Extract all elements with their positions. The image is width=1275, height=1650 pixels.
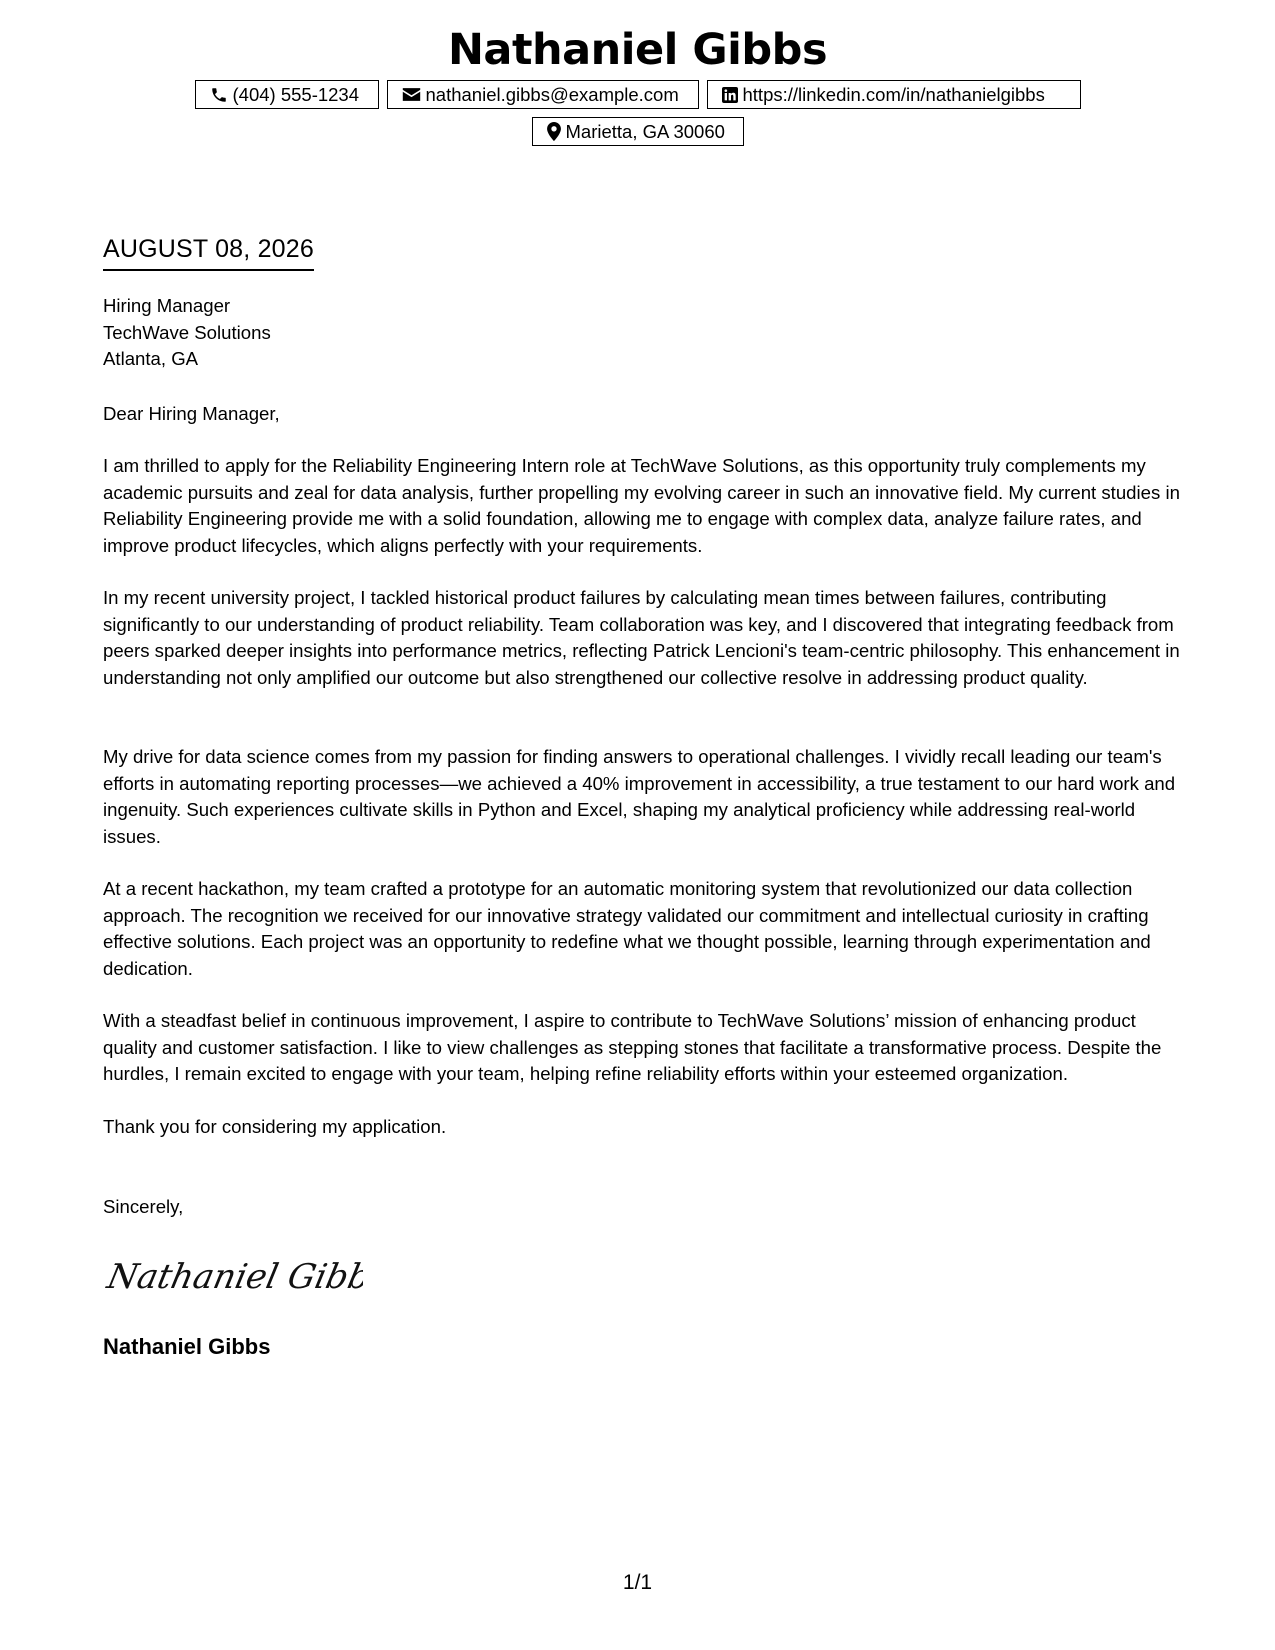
handwritten-signature — [103, 1244, 363, 1304]
applicant-name: Nathaniel Gibbs — [447, 25, 828, 75]
recipient-block — [103, 293, 1183, 373]
closing: Sincerely, — [103, 1196, 184, 1217]
phone-text: (404) 555-1234 — [232, 83, 360, 105]
email-contact[interactable] — [387, 80, 699, 109]
phone-icon — [210, 86, 228, 104]
email-text: nathaniel.gibbs@example.com — [425, 83, 679, 105]
page-number: 1/1 — [622, 1571, 653, 1594]
svg-text:Nathaniel Gibbs: Nathaniel Gibbs — [103, 1257, 363, 1297]
recipient-location: Atlanta, GA — [103, 348, 199, 369]
paragraph: With a steadfast belief in continuous improvement, I aspire to contribute to TechWave Solutions’ mission of enhancing product quality and customer satisfaction. I like to view challenges as stepping stones that facilitate a transformative process. Despite the hurdles, I remain excited to engage with your team, helping refine reliability efforts within your esteemed organization. — [103, 1010, 1162, 1084]
linkedin-contact[interactable] — [707, 80, 1081, 109]
location-text: Marietta, GA 30060 — [565, 120, 725, 142]
linkedin-icon — [722, 87, 738, 103]
envelope-icon — [402, 87, 421, 102]
recipient-company: TechWave Solutions — [103, 321, 271, 343]
contact-row — [0, 80, 1275, 109]
letter-date: AUGUST 08, 2026 — [103, 233, 314, 271]
phone-contact[interactable] — [195, 80, 379, 109]
paragraph: My drive for data science comes from my passion for finding answers to operational challenges. I vividly recall leading our team's efforts in automating reporting processes—we achieved a 40% improvement in accessibility, a true testament to our hard work and ingenuity. Such experiences cultivate skills in Python and Excel, shaping my analytical proficiency while addressing real-world issues. — [103, 746, 1176, 847]
map-marker-icon — [547, 122, 561, 141]
location-contact — [532, 117, 744, 146]
paragraph: At a recent hackathon, my team crafted a prototype for an automatic monitoring system that revolutionized our data collection approach. The recognition we received for our innovative strategy validated our commitment and intellectual curiosity in crafting effective solutions. Each project was an opportunity to redefine what we thought possible, learning through experimentation and dedication. — [103, 878, 1151, 979]
linkedin-text: https://linkedin.com/in/nathanielgibbs — [742, 83, 1045, 105]
signer-name: Nathaniel Gibbs — [103, 1334, 271, 1359]
paragraph: In my recent university project, I tackled historical product failures by calculating mean times between failures, contributing significantly to our understanding of product reliability. Team collaboration was key, and I discovered that integrating feedback from peers sparked deeper insights into performance metrics, reflecting Patrick Lencioni's team-centric philosophy. This enhancement in understanding not only amplified our outcome but also strengthened our collective resolve in addressing product quality. — [103, 587, 1180, 688]
paragraph: Thank you for considering my application. — [103, 1116, 447, 1137]
salutation: Dear Hiring Manager, — [103, 403, 280, 424]
contact-row-location — [0, 117, 1275, 146]
recipient-title: Hiring Manager — [103, 295, 231, 316]
paragraph: I am thrilled to apply for the Reliability Engineering Intern role at TechWave Solutions, as this opportunity truly complements my academic pursuits and zeal for data analysis, further propelling my evolving career in such an innovative field. My current studies in Reliability Engineering provide me with a solid foundation, allowing me to engage with complex data, analyze failure rates, and improve product lifecycles, which aligns perfectly with your requirements. — [103, 455, 1180, 556]
